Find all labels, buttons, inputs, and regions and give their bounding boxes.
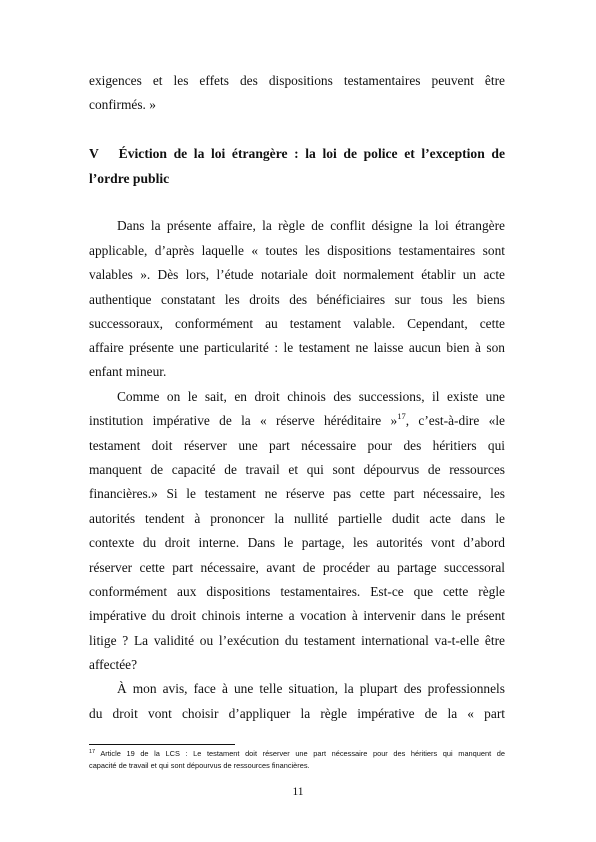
text-line: applicable, d’après laquelle « toutes les dispositions testamentaires sont [89, 243, 505, 258]
text-line: testament doit réserver une part nécessaire pour des héritiers qui [89, 438, 505, 453]
text-line: litige ? La validité ou l’exécution du testament international va-t-elle être [89, 633, 505, 648]
footnote-line: capacité de travail et qui sont dépourvus de ressources financières. [89, 761, 310, 770]
text-line: enfant mineur. [89, 364, 167, 379]
text-line: réserver cette part nécessaire, avant de procéder au partage successoral [89, 560, 505, 575]
section-heading [89, 146, 505, 162]
text-line: exigences et les effets des dispositions testamentaires peuvent être [89, 73, 505, 88]
text-line: authentique constatant les droits des bénéficiaires sur tous les biens [89, 292, 505, 307]
text-line: affaire présente une particularité : le testament ne laisse aucun bien à son [89, 340, 505, 355]
section-title: Éviction de la loi étrangère : la loi de police et l’exception de [118, 146, 505, 161]
text-line: valables ». Dès lors, l’étude notariale doit normalement établir un acte [89, 267, 505, 282]
footnote-line [89, 749, 505, 758]
text-line: À mon avis, face à une telle situation, la plupart des professionnels [117, 681, 505, 696]
text-line: du droit vont choisir d’appliquer la règle impérative de la « part [89, 706, 505, 721]
footnote-text: Article 19 de la LCS : Le testament doit réserver une part nécessaire pour des héritiers qui manquent de [95, 749, 505, 758]
text-line: Dans la présente affaire, la règle de conflit désigne la loi étrangère [117, 218, 505, 233]
footnote-reference[interactable]: 17 [397, 411, 406, 421]
text-segment: , c’est-à-dire «le [405, 413, 505, 428]
text-line-with-footnote [89, 413, 505, 429]
text-line: affectée? [89, 657, 138, 672]
footnote-separator [89, 744, 235, 745]
footnote-mark: 17 [89, 749, 96, 755]
text-line: contexte du droit interne. Dans le partage, les autorités vont d’abord [89, 535, 505, 550]
text-line: financières.» Si le testament ne réserve pas cette part nécessaire, les [89, 486, 505, 501]
text-line: autorités tendent à prononcer la nullité partielle dudit acte dans le [89, 511, 505, 526]
text-line: impérative du droit chinois interne a vocation à intervenir dans le présent [89, 608, 505, 623]
section-number: V [89, 146, 99, 161]
page-number: 11 [292, 786, 304, 798]
text-line: successoraux, conformément au testament valable. Cependant, cette [89, 316, 505, 331]
text-line: confirmés. » [89, 97, 156, 112]
text-line: manquent de capacité de travail et qui sont dépourvus de ressources [89, 462, 505, 477]
section-heading-continued: l’ordre public [89, 171, 170, 186]
text-segment: institution impérative de la « réserve héréditaire » [89, 413, 398, 428]
text-line: conformément aux dispositions testamentaires. Est-ce que cette règle [89, 584, 505, 599]
text-line: Comme on le sait, en droit chinois des successions, il existe une [117, 389, 505, 404]
